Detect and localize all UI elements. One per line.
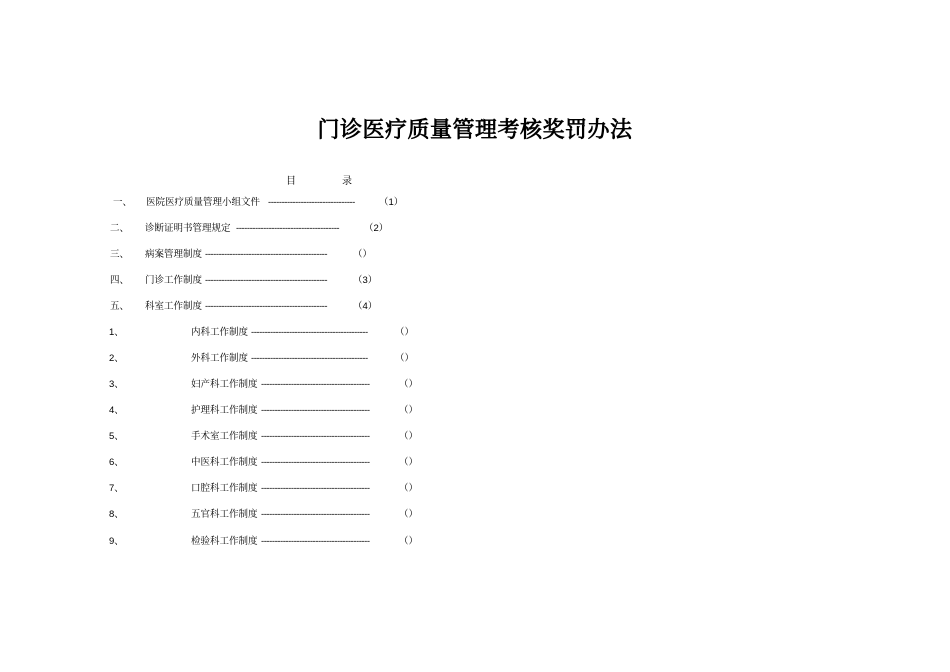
toc-entry-page: （）: [395, 353, 415, 364]
toc-entry-page: （）: [399, 405, 419, 416]
toc-entry-leader: ----------------------------------------: [261, 405, 370, 416]
toc-entry-number: 7、: [109, 483, 124, 494]
toc-entry-label: 五官科工作制度: [191, 509, 258, 520]
toc-entry-number: 5、: [109, 431, 124, 442]
toc-entry-label: 外科工作制度: [191, 353, 249, 364]
toc-entry-leader: ----------------------------------------: [261, 379, 370, 390]
toc-entry-number: 一、: [113, 197, 133, 208]
toc-entry-label: 医院医疗质量管理小组文件: [146, 197, 261, 208]
toc-entry-leader: ----------------------------------------: [261, 509, 370, 520]
toc-entry-number: 6、: [109, 457, 124, 468]
toc-entry-leader: -------------------------------------------: [251, 327, 368, 338]
toc-entry-number: 五、: [110, 301, 130, 312]
toc-entry-page: （）: [395, 327, 415, 338]
toc-entry-page: （）: [399, 431, 419, 442]
toc-entry-number: 4、: [109, 405, 124, 416]
toc-entry-leader: ----------------------------------------: [261, 483, 370, 494]
toc-entry-leader: ---------------------------------------------: [205, 301, 328, 312]
toc-entry-label: 诊断证明书管理规定: [145, 223, 231, 234]
toc-entry-number: 二、: [110, 223, 130, 234]
toc-entry-leader: --------------------------------: [268, 197, 355, 208]
toc-entry-label: 妇产科工作制度: [191, 379, 258, 390]
toc-entry-label: 病案管理制度: [145, 249, 203, 260]
toc-entry-label: 口腔科工作制度: [191, 483, 258, 494]
document-title: 门诊医疗质量管理考核奖罚办法: [317, 118, 633, 143]
toc-entry-number: 3、: [109, 379, 124, 390]
toc-entry-label: 中医科工作制度: [191, 457, 258, 468]
toc-entry-leader: -------------------------------------------: [251, 353, 368, 364]
toc-entry-label: 内科工作制度: [191, 327, 249, 338]
toc-entry-label: 护理科工作制度: [191, 405, 258, 416]
toc-entry-page: （1）: [379, 197, 404, 208]
toc-heading-left: 目: [286, 176, 296, 187]
toc-entry-label: 科室工作制度: [145, 301, 203, 312]
toc-entry-page: （）: [399, 509, 419, 520]
toc-entry-page: （）: [399, 536, 419, 547]
toc-entry-label: 门诊工作制度: [145, 275, 203, 286]
toc-entry-leader: ----------------------------------------: [261, 431, 370, 442]
toc-entry-page: （）: [353, 249, 373, 260]
toc-entry-leader: ---------------------------------------------: [205, 275, 328, 286]
toc-entry-number: 四、: [110, 275, 130, 286]
toc-entry-number: 8、: [109, 509, 124, 520]
toc-entry-page: （3）: [353, 275, 378, 286]
toc-entry-leader: ---------------------------------------------: [205, 249, 328, 260]
toc-heading-right: 录: [342, 176, 352, 187]
toc-entry-number: 2、: [109, 353, 124, 364]
toc-entry-number: 1、: [109, 327, 124, 338]
toc-entry-leader: --------------------------------------: [236, 223, 340, 234]
toc-entry-leader: ----------------------------------------: [261, 457, 370, 468]
toc-entry-page: （4）: [353, 301, 378, 312]
toc-entry-page: （）: [399, 457, 419, 468]
toc-entry-label: 手术室工作制度: [191, 431, 258, 442]
toc-entry-label: 检验科工作制度: [191, 536, 258, 547]
toc-entry-leader: ----------------------------------------: [261, 536, 370, 547]
toc-entry-page: （）: [399, 379, 419, 390]
toc-entry-page: （）: [399, 483, 419, 494]
toc-entry-number: 9、: [109, 536, 124, 547]
toc-entry-page: （2）: [364, 223, 389, 234]
toc-entry-number: 三、: [110, 249, 130, 260]
